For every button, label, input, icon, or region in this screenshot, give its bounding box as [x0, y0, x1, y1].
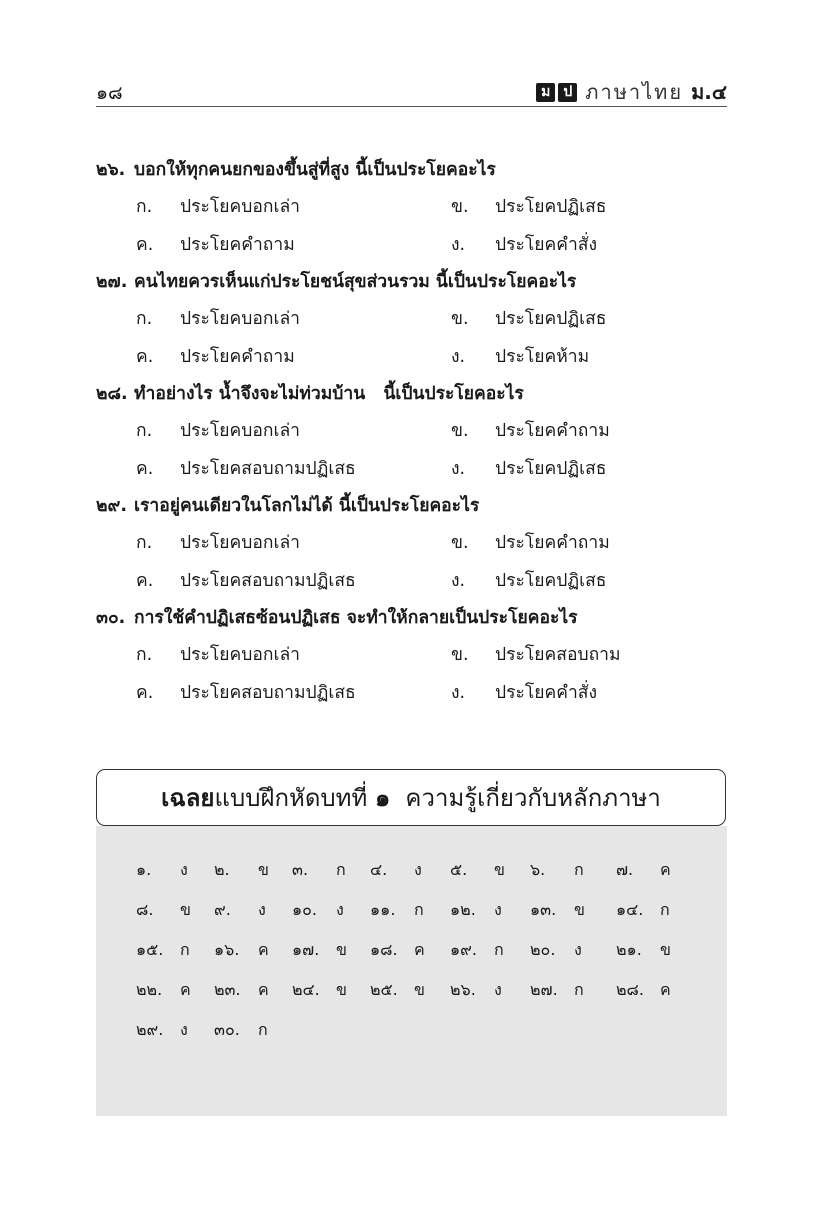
answer-number: ๒๓. [214, 980, 241, 999]
option-text: ประโยคบอกเล่า [180, 533, 301, 553]
answer-letter: ข [258, 860, 269, 879]
answer-item [616, 890, 670, 930]
answer-number: ๙. [214, 900, 231, 919]
answer-item [136, 970, 191, 1010]
option [451, 637, 621, 675]
option [136, 451, 356, 489]
answer-letter: ข [494, 860, 505, 879]
answer-letter: ข [180, 900, 191, 919]
answer-letter: ง [494, 900, 502, 919]
answer-number: ๑๑. [370, 900, 396, 919]
question-text: คนไทยควรเห็นแก่ประโยชน์สุขส่วนรวม นี้เป็นประโยคอะไร [134, 272, 577, 292]
question [96, 264, 736, 376]
answer-key-chapter: ๑ [374, 784, 391, 812]
answer-row [136, 930, 716, 970]
answer-number: ๖. [530, 860, 546, 879]
option-letter: ง. [451, 682, 466, 703]
answer-item [136, 850, 188, 890]
answer-letter: ก [414, 900, 424, 919]
answer-number: ๒๒. [136, 980, 163, 999]
answer-item [292, 890, 344, 930]
question [96, 600, 736, 712]
option-text: ประโยคปฏิเสธ [495, 197, 607, 217]
answer-item [370, 970, 425, 1010]
answer-item [616, 850, 671, 890]
answer-letter: ค [258, 940, 269, 959]
page-number: ๑๘ [96, 82, 123, 104]
answer-number: ๒๖. [450, 980, 476, 999]
answer-number: ๑๗. [292, 940, 320, 959]
option [136, 227, 295, 265]
answer-number: ๑๐. [292, 900, 318, 919]
option-row [96, 563, 736, 601]
question-stem [96, 376, 736, 413]
option-text: ประโยคบอกเล่า [180, 197, 301, 217]
answer-item [292, 930, 347, 970]
answer-item [370, 930, 425, 970]
answer-item [214, 850, 269, 890]
page-header [96, 74, 727, 107]
option-letter: ค. [136, 346, 154, 367]
option-letter: ข. [451, 645, 469, 665]
option-text: ประโยคสอบถามปฏิเสธ [180, 570, 356, 591]
option-text: ประโยคบอกเล่า [180, 421, 301, 441]
option-text: ประโยคสอบถามปฏิเสธ [180, 682, 356, 703]
question-number: ๒๘. [96, 384, 128, 404]
answer-item [530, 890, 585, 930]
book-brand [536, 76, 727, 108]
answer-letter: ข [660, 940, 671, 959]
option-letter: ง. [451, 234, 466, 255]
answer-row [136, 970, 716, 1010]
option-row [96, 339, 736, 377]
option-text: ประโยคบอกเล่า [180, 309, 301, 329]
answer-item [616, 930, 671, 970]
answer-letter: ก [258, 1020, 268, 1039]
option [136, 301, 300, 339]
answer-letter: ง [494, 980, 502, 999]
answer-item [214, 970, 269, 1010]
book-grade: ม.๔ [691, 80, 727, 104]
option-row [96, 675, 736, 713]
answer-letter: ง [336, 900, 344, 919]
answer-item [136, 1010, 188, 1050]
option-letter: ง. [451, 570, 466, 591]
question-number: ๓๐. [96, 608, 126, 628]
answer-number: ๑๔. [616, 900, 644, 919]
option-letter: ข. [451, 421, 469, 441]
question-text: เราอยู่คนเดียวในโลกไม่ได้ นี้เป็นประโยคอะไร [134, 496, 480, 516]
answer-letter: ข [574, 900, 585, 919]
answer-row [136, 1010, 716, 1050]
question-text: ทำอย่างไร น้ำจึงจะไม่ท่วมบ้าน นี้เป็นประโยคอะไร [134, 384, 524, 404]
option [451, 451, 606, 489]
question-text: การใช้คำปฏิเสธซ้อนปฏิเสธ จะทำให้กลายเป็นประโยคอะไร [134, 608, 578, 628]
option-letter: ก. [136, 645, 153, 665]
answer-letter: ค [180, 980, 191, 999]
answer-letter: ข [336, 980, 347, 999]
question-stem [96, 152, 736, 189]
option-row [96, 451, 736, 489]
question-stem [96, 488, 736, 525]
brand-logo [536, 83, 577, 102]
answer-letter: ค [660, 980, 671, 999]
option-letter: ข. [451, 533, 469, 553]
answer-row [136, 890, 716, 930]
option-text: ประโยคห้าม [495, 346, 590, 367]
question-stem [96, 600, 736, 637]
answer-number: ๗. [616, 860, 634, 879]
answer-number: ๒๙. [136, 1020, 164, 1039]
answer-number: ๒๕. [370, 980, 398, 999]
answer-item [530, 850, 584, 890]
answer-number: ๒๗. [530, 980, 558, 999]
option-text: ประโยคคำถาม [495, 421, 610, 441]
answer-letter: ง [574, 940, 582, 959]
option [136, 339, 295, 377]
answer-letter: ก [336, 860, 346, 879]
answer-letter: ค [258, 980, 269, 999]
answer-number: ๓๐. [214, 1020, 240, 1039]
answer-letter: ข [414, 980, 425, 999]
answer-number: ๑๖. [214, 940, 240, 959]
answer-item [616, 970, 671, 1010]
answer-letter: ข [336, 940, 347, 959]
answer-number: ๑๕. [136, 940, 164, 959]
brand-logo-letter: ม [536, 83, 555, 102]
option-text: ประโยคคำถาม [495, 533, 610, 553]
question [96, 152, 736, 264]
option-text: ประโยคคำถาม [180, 346, 295, 367]
option [451, 675, 597, 713]
brand-logo-letter: ป [558, 83, 577, 102]
answer-item [136, 890, 191, 930]
option-letter: ค. [136, 682, 154, 703]
answer-number: ๓. [292, 860, 309, 879]
answer-number: ๕. [450, 860, 468, 879]
option [136, 563, 356, 601]
answer-letter: ก [660, 900, 670, 919]
option [136, 675, 356, 713]
answer-item [370, 850, 422, 890]
option [136, 637, 300, 675]
option-text: ประโยคสอบถามปฏิเสธ [180, 458, 356, 479]
option-letter: ก. [136, 309, 153, 329]
option-row [96, 227, 736, 265]
option [136, 413, 300, 451]
answer-letter: ค [660, 860, 671, 879]
option-text: ประโยคบอกเล่า [180, 645, 301, 665]
answer-row [136, 850, 716, 890]
answer-number: ๒๑. [616, 940, 642, 959]
option [451, 227, 597, 265]
answer-letter: ก [180, 940, 190, 959]
option [451, 413, 610, 451]
answer-item [292, 850, 346, 890]
option-row [96, 637, 736, 675]
answer-letter: ก [494, 940, 504, 959]
option-letter: ข. [451, 309, 469, 329]
answer-number: ๒๔. [292, 980, 320, 999]
option [451, 189, 606, 227]
book-subject: ภาษาไทย [585, 80, 684, 104]
option-letter: ค. [136, 234, 154, 255]
option [451, 339, 589, 377]
question [96, 376, 736, 488]
option [451, 525, 610, 563]
option-row [96, 189, 736, 227]
option-text: ประโยคคำถาม [180, 234, 295, 255]
answer-item [214, 890, 266, 930]
question-number: ๒๖. [96, 160, 126, 180]
answer-letter: ง [258, 900, 266, 919]
answer-key-panel [96, 826, 727, 1116]
answer-letter: ค [414, 940, 425, 959]
answer-key-title [96, 769, 726, 826]
answer-letter: ง [180, 860, 188, 879]
option-row [96, 525, 736, 563]
option-letter: ง. [451, 458, 466, 479]
option [136, 189, 300, 227]
option-text: ประโยคสอบถาม [495, 645, 621, 665]
answer-key-title-bold: เฉลย [161, 784, 215, 812]
answer-item [292, 970, 347, 1010]
option-letter: ค. [136, 458, 154, 479]
answer-number: ๑๙. [450, 940, 477, 959]
option-row [96, 413, 736, 451]
option-text: ประโยคปฏิเสธ [495, 458, 607, 479]
option-letter: ก. [136, 197, 153, 217]
option-letter: ข. [451, 197, 469, 217]
option [451, 563, 606, 601]
option-text: ประโยคคำสั่ง [495, 682, 598, 703]
answer-item [450, 850, 505, 890]
option-text: ประโยคคำสั่ง [495, 234, 598, 255]
option-letter: ค. [136, 570, 154, 591]
answer-item [136, 930, 190, 970]
answer-number: ๘. [136, 900, 154, 919]
answer-item [450, 890, 502, 930]
option-row [96, 301, 736, 339]
question-stem [96, 264, 736, 301]
answer-key-title-rest: ความรู้เกี่ยวกับหลักภาษา [390, 784, 661, 812]
answer-item [214, 1010, 268, 1050]
answer-item [530, 930, 582, 970]
answer-letter: ง [180, 1020, 188, 1039]
option [136, 525, 300, 563]
answer-letter: ก [574, 860, 584, 879]
answer-key-title-mid: แบบฝึกหัดบทที่ [214, 784, 375, 812]
answer-number: ๑๘. [370, 940, 398, 959]
answer-number: ๒๘. [616, 980, 644, 999]
option-letter: ก. [136, 533, 153, 553]
answer-item [450, 930, 504, 970]
answer-number: ๒. [214, 860, 230, 879]
answer-item [214, 930, 269, 970]
answer-item [370, 890, 424, 930]
answer-number: ๑๒. [450, 900, 476, 919]
answer-number: ๑๓. [530, 900, 557, 919]
question-list [96, 152, 736, 712]
answer-letter: ก [574, 980, 584, 999]
answer-number: ๔. [370, 860, 388, 879]
answer-item [530, 970, 584, 1010]
option [451, 301, 606, 339]
question [96, 488, 736, 600]
answer-number: ๒๐. [530, 940, 556, 959]
question-number: ๒๗. [96, 272, 128, 292]
option-text: ประโยคปฏิเสธ [495, 570, 607, 591]
option-letter: ก. [136, 421, 153, 441]
answer-number: ๑. [136, 860, 152, 879]
option-letter: ง. [451, 346, 466, 367]
answer-letter: ง [414, 860, 422, 879]
question-text: บอกให้ทุกคนยกของขึ้นสู่ที่สูง นี้เป็นประโยคอะไร [134, 160, 496, 180]
option-text: ประโยคปฏิเสธ [495, 309, 607, 329]
answer-item [450, 970, 502, 1010]
question-number: ๒๙. [96, 496, 128, 516]
